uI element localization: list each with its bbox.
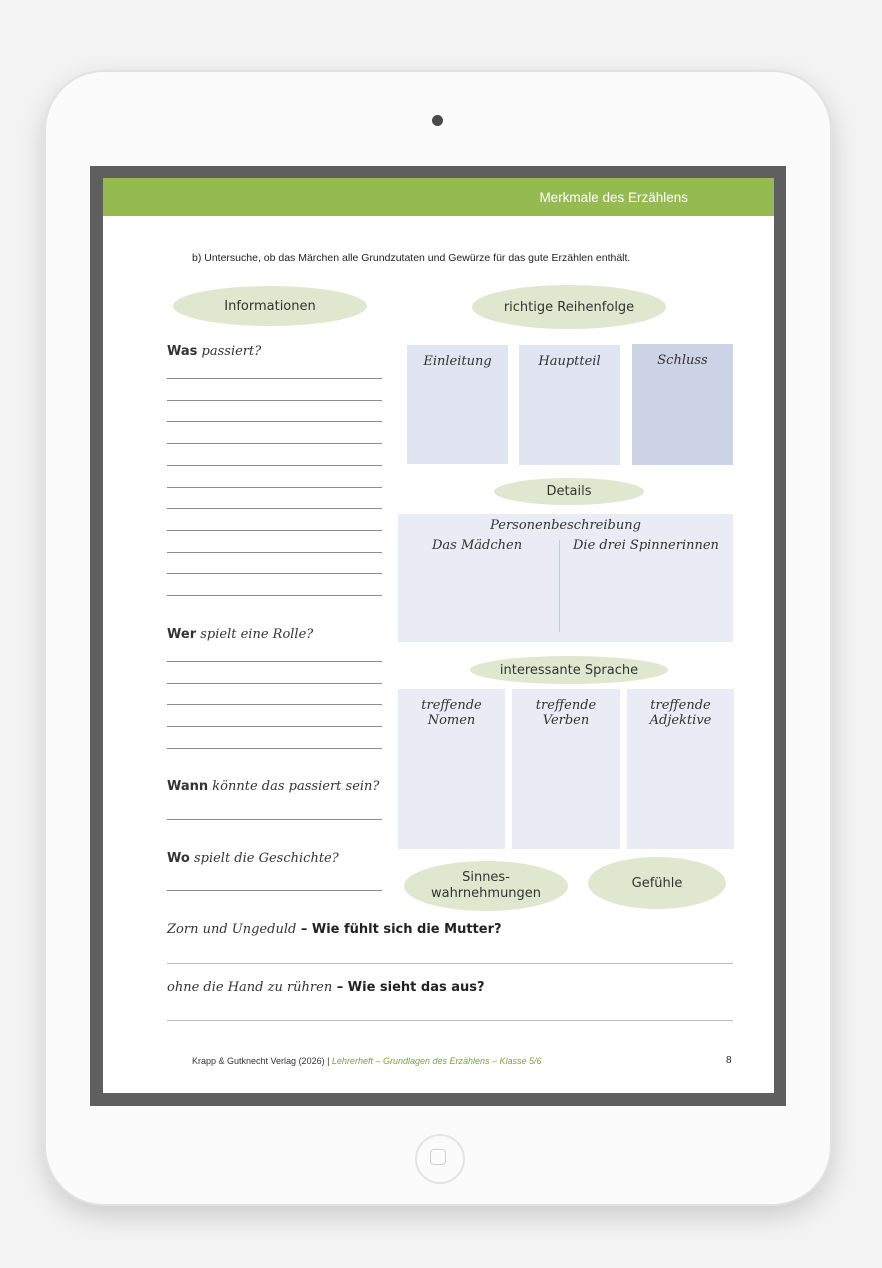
- box-einleitung[interactable]: Einleitung: [407, 345, 508, 464]
- persons-divider: [559, 540, 560, 632]
- answer-line-wer[interactable]: [167, 683, 382, 684]
- sentence-hand: ohne die Hand zu rühren – Wie sieht das aus?: [167, 980, 485, 995]
- answer-line-wer[interactable]: [167, 726, 382, 727]
- box-personenbeschreibung[interactable]: [398, 514, 733, 642]
- persons-right-label: Die drei Spinnerinnen: [573, 538, 719, 553]
- home-square-icon: [430, 1149, 446, 1165]
- answer-line-wer[interactable]: [167, 661, 382, 662]
- answer-line-was[interactable]: [167, 487, 382, 488]
- pill-sinneswahrnehmungen: Sinnes- wahrnehmungen: [404, 861, 568, 911]
- question-wer: Wer spielt eine Rolle?: [167, 627, 314, 642]
- pill-gefuehle: Gefühle: [588, 857, 726, 909]
- question-wann: Wann könnte das passiert sein?: [167, 779, 380, 794]
- answer-line-was[interactable]: [167, 595, 382, 596]
- page-header: [103, 178, 774, 216]
- persons-left-label: Das Mädchen: [432, 538, 523, 553]
- answer-line-was[interactable]: [167, 400, 382, 401]
- header-title: Merkmale des Erzählens: [539, 190, 688, 205]
- answer-line-was[interactable]: [167, 465, 382, 466]
- answer-line-aussehen[interactable]: [167, 1020, 733, 1021]
- answer-line-was[interactable]: [167, 573, 382, 574]
- pill-details: Details: [494, 478, 644, 505]
- answer-line-mutter[interactable]: [167, 963, 733, 964]
- box-schluss[interactable]: Schluss: [632, 344, 733, 465]
- answer-line-wann[interactable]: [167, 819, 382, 820]
- answer-line-was[interactable]: [167, 378, 382, 379]
- answer-line-was[interactable]: [167, 530, 382, 531]
- sentence-zorn: Zorn und Ungeduld – Wie fühlt sich die Mutter?: [167, 922, 502, 937]
- answer-line-was[interactable]: [167, 552, 382, 553]
- question-wo: Wo spielt die Geschichte?: [167, 851, 339, 866]
- instruction-text: b) Untersuche, ob das Märchen alle Grundzutaten und Gewürze für das gute Erzählen enthält.: [192, 252, 631, 264]
- camera-icon: [432, 115, 443, 126]
- answer-line-wer[interactable]: [167, 748, 382, 749]
- box-treffende-verben[interactable]: treffende Verben: [512, 689, 620, 849]
- answer-line-was[interactable]: [167, 443, 382, 444]
- answer-line-wer[interactable]: [167, 704, 382, 705]
- pill-interessante-sprache: interessante Sprache: [470, 656, 668, 684]
- persons-title: Personenbeschreibung: [490, 518, 641, 533]
- answer-line-wo[interactable]: [167, 890, 382, 891]
- box-treffende-nomen[interactable]: treffende Nomen: [398, 689, 505, 849]
- footer-credit: Krapp & Gutknecht Verlag (2026) | Lehrerheft – Grundlagen des Erzählens – Klasse 5/6: [192, 1056, 542, 1066]
- box-treffende-adjektive[interactable]: treffende Adjektive: [627, 689, 734, 849]
- answer-line-was[interactable]: [167, 421, 382, 422]
- pill-informationen: Informationen: [173, 286, 367, 326]
- box-hauptteil[interactable]: Hauptteil: [519, 345, 620, 465]
- question-was: Was passiert?: [167, 344, 262, 359]
- page-number: 8: [726, 1055, 732, 1066]
- answer-line-was[interactable]: [167, 508, 382, 509]
- pill-richtige-reihenfolge: richtige Reihenfolge: [472, 285, 666, 329]
